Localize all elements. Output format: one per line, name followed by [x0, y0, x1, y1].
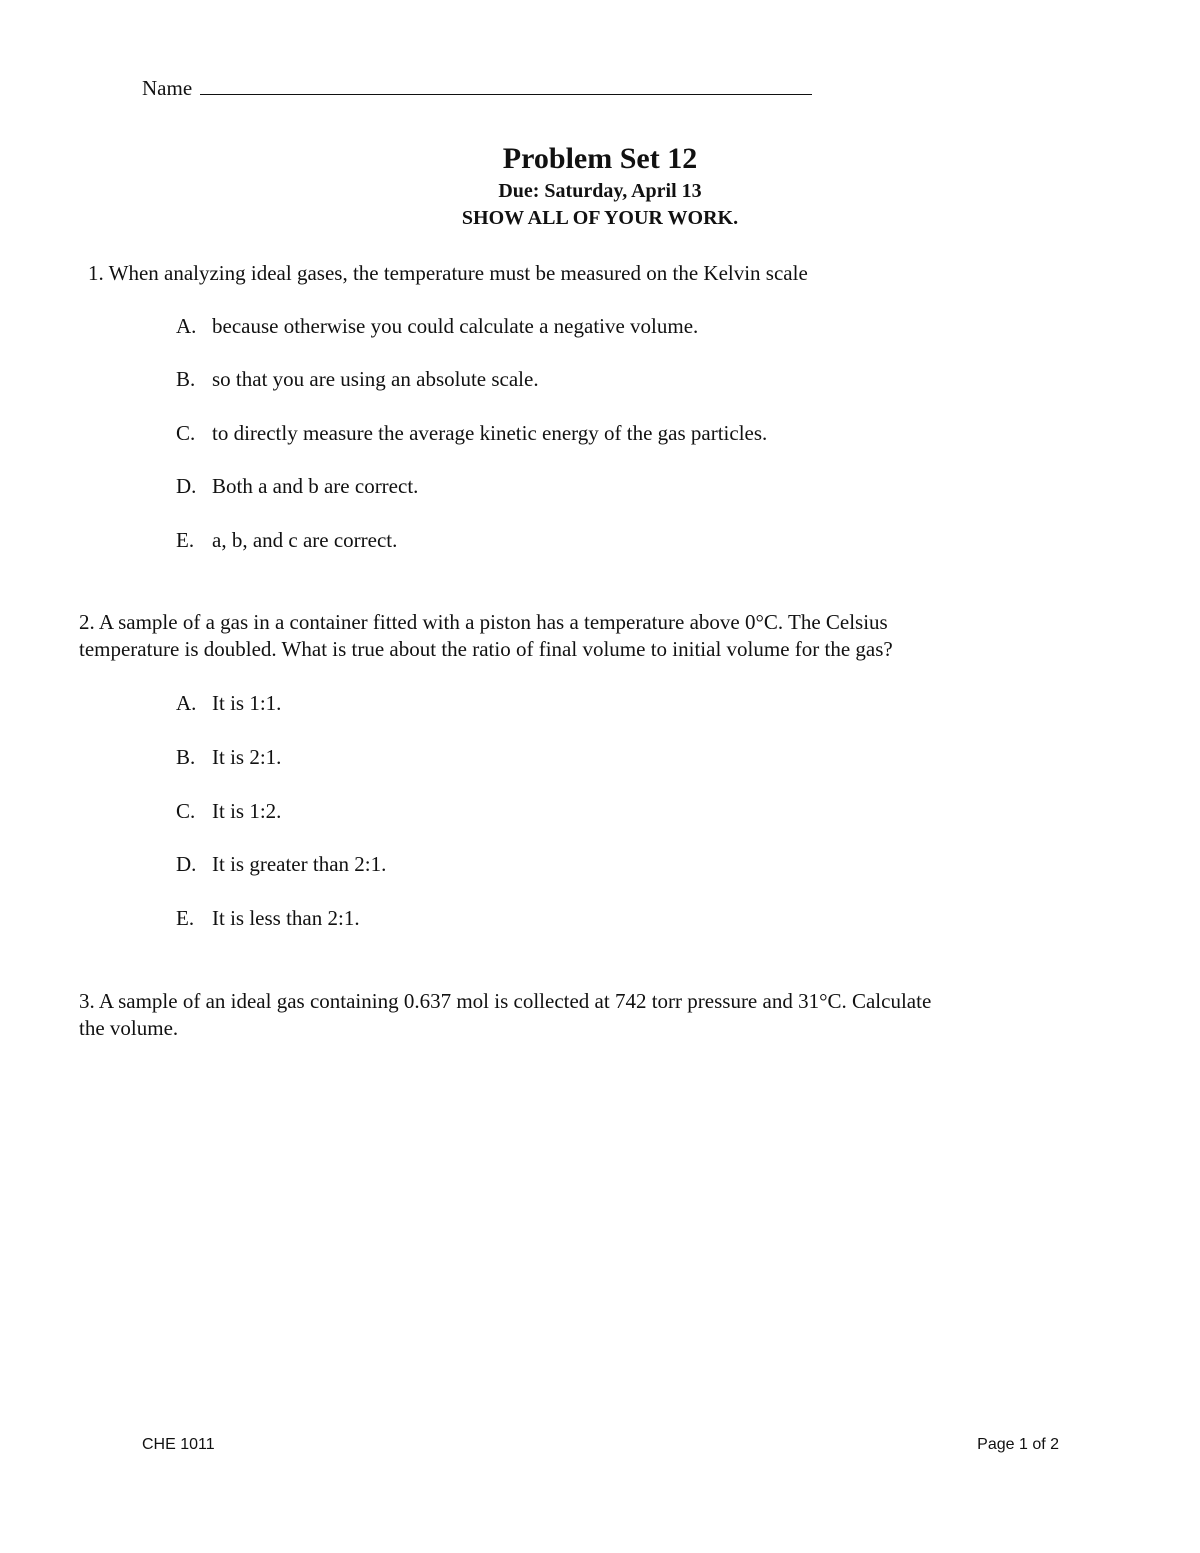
- option-text: It is greater than 2:1.: [212, 852, 387, 876]
- option-text: It is 2:1.: [212, 745, 282, 769]
- question-2-option-b: [176, 745, 281, 770]
- name-blank-line: [200, 74, 812, 95]
- question-1-option-b: [176, 367, 539, 392]
- question-1-option-c: [176, 421, 767, 446]
- option-text: It is 1:1.: [212, 691, 282, 715]
- option-text: It is less than 2:1.: [212, 906, 360, 930]
- footer-course: CHE 1011: [142, 1436, 215, 1453]
- option-letter: B.: [176, 745, 196, 769]
- option-letter: D.: [176, 852, 197, 876]
- question-2-option-e: [176, 906, 360, 931]
- option-letter: C.: [176, 421, 196, 445]
- option-letter: C.: [176, 799, 196, 823]
- name-field: [142, 74, 812, 101]
- option-text: so that you are using an absolute scale.: [212, 367, 539, 391]
- name-label: Name: [142, 76, 193, 100]
- question-2-option-a: [176, 691, 281, 716]
- question-2-option-c: [176, 799, 281, 824]
- option-letter: E.: [176, 906, 195, 930]
- question-3-text-line-1: 3. A sample of an ideal gas containing 0.637 mol is collected at 742 torr pressure and 31°C. Calculate: [79, 989, 932, 1013]
- option-text: because otherwise you could calculate a negative volume.: [212, 314, 699, 338]
- option-letter: A.: [176, 691, 197, 715]
- question-1-option-d: [176, 474, 418, 499]
- option-letter: E.: [176, 528, 195, 552]
- question-3-text-line-2: the volume.: [79, 1016, 179, 1040]
- question-1-option-e: [176, 528, 397, 553]
- option-letter: B.: [176, 367, 196, 391]
- question-2-text-line-2: temperature is doubled. What is true about the ratio of final volume to initial volume for the gas?: [79, 637, 893, 661]
- footer-page-number: Page 1 of 2: [977, 1436, 1059, 1453]
- question-2-option-d: [176, 852, 386, 877]
- option-text: a, b, and c are correct.: [212, 528, 398, 552]
- due-date: Due: Saturday, April 13: [498, 180, 702, 202]
- option-letter: A.: [176, 314, 197, 338]
- question-1-text: 1. When analyzing ideal gases, the temperature must be measured on the Kelvin scale: [88, 261, 808, 285]
- page-title: Problem Set 12: [502, 142, 698, 175]
- option-text: to directly measure the average kinetic energy of the gas particles.: [212, 421, 768, 445]
- option-letter: D.: [176, 474, 197, 498]
- question-1-option-a: [176, 314, 698, 339]
- question-2-text-line-1: 2. A sample of a gas in a container fitted with a piston has a temperature above 0°C. The Celsius: [79, 610, 888, 634]
- option-text: It is 1:2.: [212, 799, 282, 823]
- option-text: Both a and b are correct.: [212, 474, 419, 498]
- instruction-text: SHOW ALL OF YOUR WORK.: [461, 207, 739, 229]
